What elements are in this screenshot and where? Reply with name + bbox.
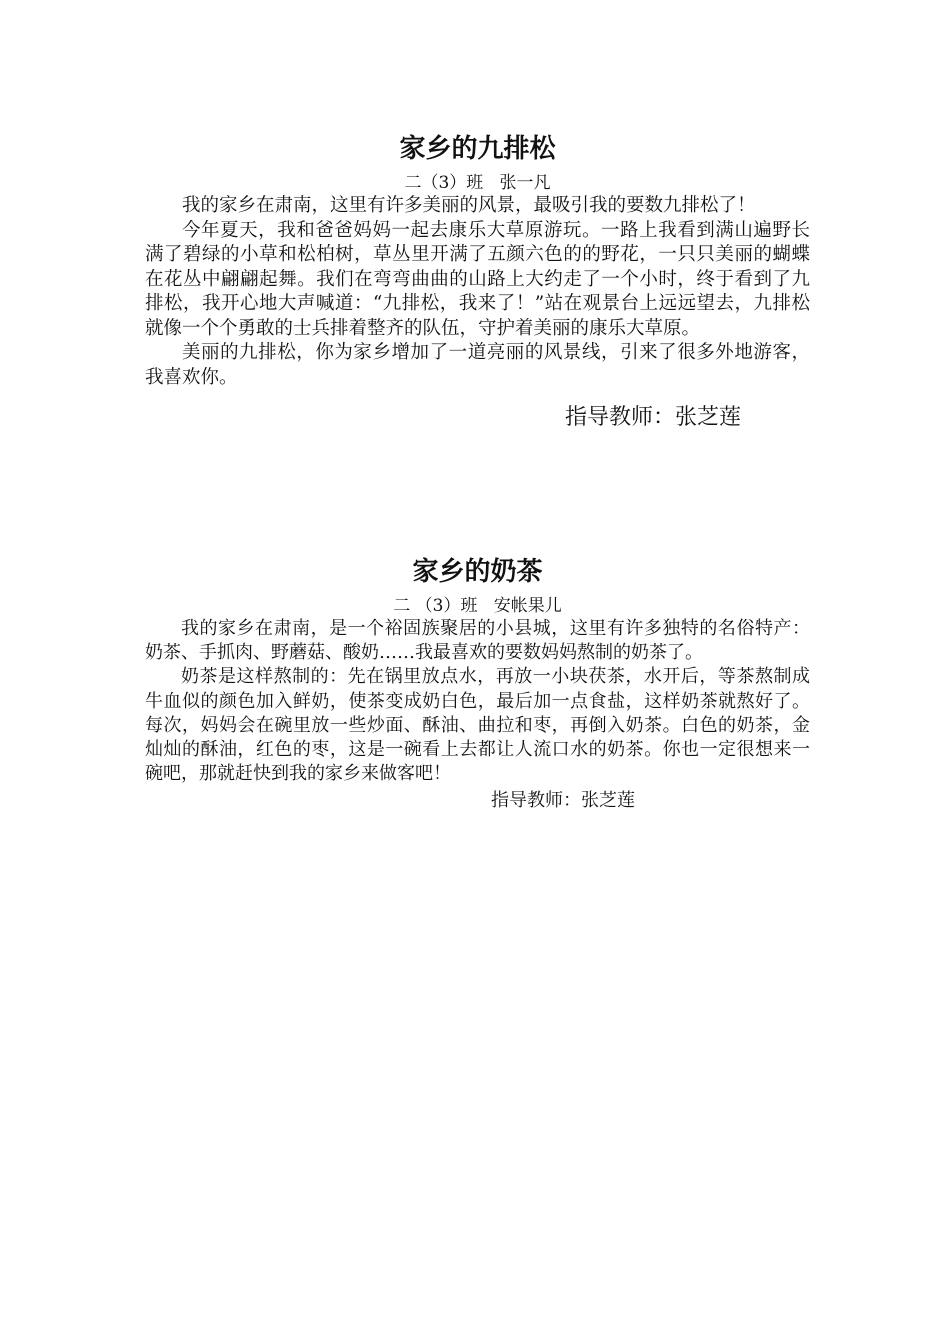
essay-paragraph: 今年夏天，我和爸爸妈妈一起去康乐大草原游玩。一路上我看到满山遍野长满了碧绿的小草和松柏树，草丛里开满了五颜六色的的野花，一只只美丽的蝴蝶在花丛中翩翩起舞。我们在弯弯曲曲的山路上大约走了一个小时，终于看到了九排松，我开心地大声喊道：“九排松，我来了！”站在观景台上远远望去，九排松就像一个个勇敢的士兵排着整齐的队伍，守护着美丽的康乐大草原。 — [145, 219, 810, 339]
essay-paragraph: 我的家乡在肃南，是一个裕固族聚居的小县城，这里有许多独特的名俗特产：奶茶、手抓肉、野蘑菇、酸奶……我最喜欢的要数妈妈熬制的奶茶了。 — [145, 618, 810, 664]
essay-teacher: 指导教师：张芝莲 — [565, 405, 742, 430]
essay-title: 家乡的九排松 — [399, 134, 556, 164]
essay-jiupaisong — [145, 132, 810, 434]
essay-paragraph: 奶茶是这样熬制的：先在锅里放点水，再放一小块茯茶，水开后，等茶熬制成牛血似的颜色加入鲜奶，使茶变成奶白色，最后加一点食盐，这样奶茶就熬好了。每次，妈妈会在碗里放一些炒面、酥油、曲拉和枣，再倒入奶茶。白色的奶茶，金灿灿的酥油，红色的枣，这是一碗看上去都让人流口水的奶茶。你也一定很想来一碗吧，那就赶快到我的家乡来做客吧！ — [145, 666, 810, 785]
essay-naicha — [145, 555, 810, 814]
essay-title: 家乡的奶茶 — [412, 557, 543, 587]
essay-byline: 二 （3）班 安帐果儿 — [393, 596, 562, 616]
essay-byline: 二（3）班 张一凡 — [404, 173, 551, 193]
essay-paragraph: 我的家乡在肃南，这里有许多美丽的风景，最吸引我的要数九排松了！ — [182, 195, 756, 216]
essay-paragraph: 美丽的九排松，你为家乡增加了一道亮丽的风景线，引来了很多外地游客，我喜欢你。 — [145, 342, 810, 388]
essay-teacher: 指导教师：张芝莲 — [491, 790, 635, 812]
